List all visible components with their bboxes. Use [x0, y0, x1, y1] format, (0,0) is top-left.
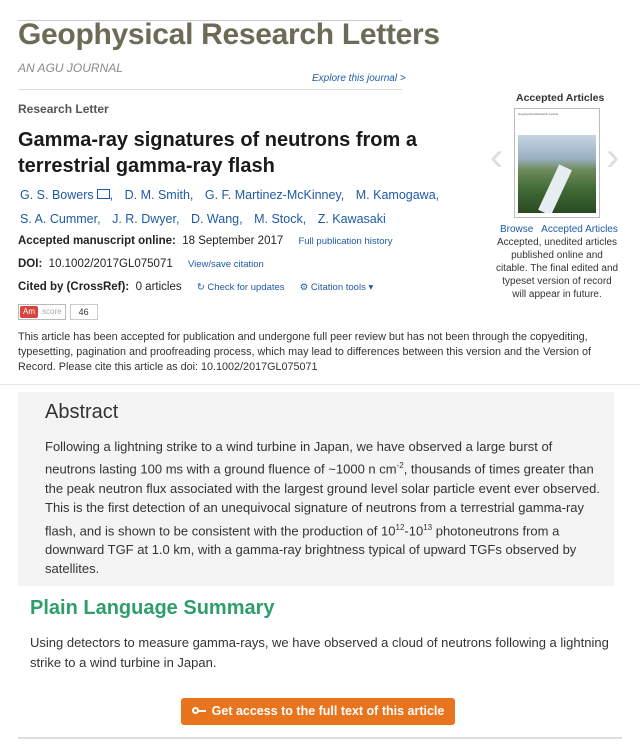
author-link[interactable]: Z. Kawasaki	[317, 212, 386, 226]
accepted-articles-description: Accepted, unedited articles published online and citable. The final edited and typeset version of record will appear in future.	[495, 237, 619, 300]
altmetric-logo: Am	[20, 306, 38, 318]
altmetric-badge[interactable]	[18, 304, 98, 320]
accepted-articles-title: Accepted Articles	[516, 92, 605, 104]
plain-language-heading: Plain Language Summary	[30, 597, 275, 619]
get-access-button[interactable]: Get access to the full text of this article	[181, 698, 455, 725]
accepted-notice: This article has been accepted for publication and undergone full peer review but has not been through the copyediting, typesetting, pagination and proofreading process, which may lead to differences between this version and the Version of Record. Please cite this article as doi: 10.1002/2017GL075071	[18, 331, 591, 373]
doi-row	[18, 258, 264, 270]
author-link[interactable]: D. M. Smith	[124, 188, 190, 202]
author-link[interactable]: D. Wang	[190, 212, 240, 226]
email-icon[interactable]	[97, 189, 110, 199]
abstract-text: Following a lightning strike to a wind turbine in Japan, we have observed a large burst of neutrons lasting 100 ms with a ground fluence of ~1000 n $cm^{-2}$, thousands of times greater than the peak neutron flux associated with the largest ground level solar particle event ever observed. This is the first detection of an unequivocal signature of neutrons from a terrestrial gamma-ray flash, and is shown to be consistent with the production of $10^{12}-10^{13}$ photoneutrons from a downward TGF at 1.0 km, with a gamma-ray brightness typical of upward TGFs observed by satellites.	[45, 439, 600, 577]
dropdown-arrow-icon: ▾	[368, 282, 374, 293]
altmetric-score-label: score	[42, 307, 62, 316]
author-link[interactable]: M. Stock	[254, 212, 303, 226]
journal-cover[interactable]	[514, 108, 600, 218]
altmetric-score: 46	[70, 304, 98, 320]
publication-history-link[interactable]: Full publication history	[298, 236, 393, 247]
citation-tools-button[interactable]: ⚙ Citation tools ▾	[299, 282, 374, 293]
author-link[interactable]: G. S. Bowers	[20, 188, 94, 202]
chevron-left-icon[interactable]: ‹	[490, 135, 504, 179]
header-divider	[18, 89, 402, 90]
section-divider	[0, 384, 640, 385]
refresh-icon: ↻	[196, 282, 205, 293]
key-icon	[192, 709, 206, 715]
abstract-heading: Abstract	[45, 401, 119, 423]
author-link[interactable]: G. F. Martinez-McKinney	[204, 188, 341, 202]
accepted-articles-link[interactable]: Accepted Articles	[541, 224, 618, 235]
bottom-divider	[18, 737, 622, 739]
author-link[interactable]: S. A. Cummer	[20, 212, 98, 226]
cover-journal-title: Geophysical Research Letters	[518, 112, 559, 116]
browse-link[interactable]: Browse	[500, 224, 534, 235]
article-type: Research Letter	[18, 102, 109, 116]
accepted-date: 18 September 2017	[182, 235, 284, 247]
author-link[interactable]: J. R. Dwyer	[112, 212, 176, 226]
author-list: G. S. Bowers , D. M. Smith, G. F. Martinez-McKinney, M. Kamogawa, S. A. Cummer, J. R. Dwyer, D. Wang, M. Stock, Z. Kawasaki	[20, 188, 440, 226]
journal-title[interactable]: Geophysical Research Letters	[18, 18, 440, 51]
explore-journal-link[interactable]: Explore this journal >	[312, 73, 406, 84]
gear-icon: ⚙	[299, 282, 309, 293]
accepted-label: Accepted manuscript online:	[18, 235, 176, 247]
doi-value: 10.1002/2017GL075071	[48, 258, 173, 270]
journal-subtitle: AN AGU JOURNAL	[18, 61, 123, 75]
plain-language-text: Using detectors to measure gamma-rays, we have observed a cloud of neutrons following a lightning strike to a wind turbine in Japan.	[30, 635, 609, 670]
doi-label: DOI:	[18, 258, 43, 270]
sidebar-links	[500, 224, 618, 235]
article-title: Gamma-ray signatures of neutrons from a terrestrial gamma-ray flash	[18, 129, 417, 177]
accepted-row	[18, 235, 392, 247]
chevron-right-icon[interactable]: ›	[606, 135, 620, 179]
cover-image	[518, 135, 596, 213]
author-link[interactable]: M. Kamogawa	[355, 188, 436, 202]
view-citation-link[interactable]: View/save citation	[187, 259, 264, 270]
cited-value: 0 articles	[135, 281, 182, 293]
check-updates-button[interactable]: ↻ Check for updates	[196, 282, 285, 293]
cited-row	[18, 281, 373, 293]
cited-label: Cited by (CrossRef):	[18, 281, 130, 293]
